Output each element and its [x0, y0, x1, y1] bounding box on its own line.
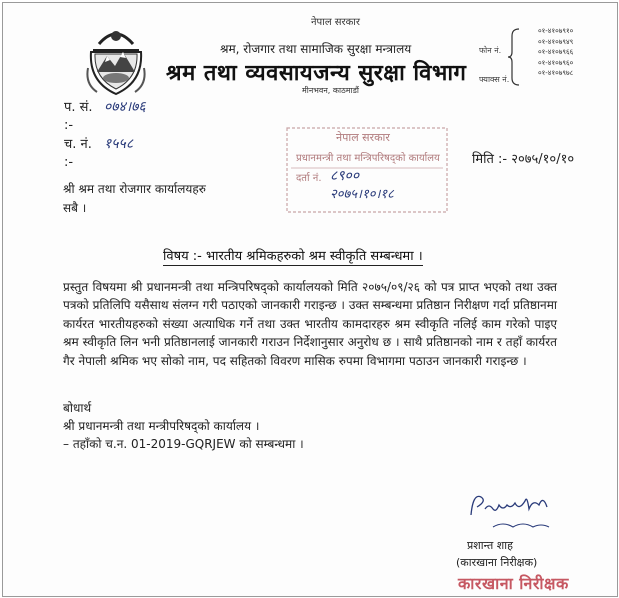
signatory-title: (कारखाना निरीक्षक): [456, 556, 538, 569]
recipient-line: सबै ।: [63, 201, 87, 215]
stamp-office-text: प्रधानमन्त्री तथा मन्त्रिपरिषद्को कार्यालय: [296, 153, 440, 164]
handwritten-signature-icon: [463, 487, 573, 535]
phone-number-list: [538, 26, 573, 79]
stamp-date: २०७५।१०।१८: [330, 187, 394, 202]
stamp-govt-text: नेपाल सरकार: [336, 131, 390, 144]
cc-heading: बोधार्थ: [63, 401, 92, 415]
reference-block: [64, 98, 146, 172]
pa-sa-label: प. सं. :-: [64, 100, 93, 133]
cc-block: [63, 399, 304, 453]
phone-number: ०१-४१०७९७८: [538, 69, 574, 77]
cha-na-label: च. नं. :-: [64, 137, 92, 170]
stamp-registration-label: दर्ता नं.: [296, 173, 322, 184]
recipient-line: श्री श्रम तथा रोजगार कार्यालयहरु: [63, 182, 206, 196]
recipient-block: [63, 180, 206, 218]
nepal-government-emblem: [85, 22, 147, 98]
signatory-name: प्रशान्त शाह: [467, 539, 513, 552]
pa-sa-row: [64, 98, 146, 135]
fax-label: फ्याक्स नं.: [479, 75, 510, 84]
curly-brace-icon: [508, 28, 520, 86]
government-heading: नेपाल सरकार: [311, 17, 360, 28]
phone-label: फोन नं.: [479, 46, 502, 55]
subject-line: विषय :- भारतीय श्रमिकहरुको श्रम स्वीकृति सम्बन्धमा ।: [163, 246, 423, 266]
phone-number: ०१-४१०७९४९: [538, 37, 574, 46]
cc-item: – तहाँको च.न. 01-2019-GQRJEW को सम्बन्धमा ।: [63, 437, 304, 451]
pa-sa-value: ०७४।७६: [104, 99, 146, 115]
stamp-registration-number: ८९००: [330, 168, 360, 184]
cha-na-value: १५५८: [104, 136, 134, 152]
department-title: श्रम तथा व्यवसायजन्य सुरक्षा विभाग: [166, 61, 467, 86]
office-stamp: कारखाना निरीक्षक: [458, 574, 569, 593]
phone-number: ०१-४१०७९६०: [538, 58, 574, 67]
cc-item: श्री प्रधानमन्त्री तथा मन्त्रीपरिषद्को कार्यालय ।: [63, 419, 260, 433]
phone-number: ०१-४१०७९१०: [538, 27, 574, 35]
ministry-name: श्रम, रोजगार तथा सामाजिक सुरक्षा मन्त्रालय: [220, 42, 412, 56]
letter-body: प्रस्तुत विषयमा श्री प्रधानमन्त्री तथा मन्त्रिपरिषद्को कार्यालयको मिति २०७५/०९/२६ को पत्र प्राप्त भएको तथा उक्त पत्रको प्रतिलिपि यसैसाथ संलग्न गरी पठाएको जानकारी गराइन्छ । उक्त सम्बन्धमा प्रतिष्ठान निरीक्षण गर्दा प्रतिष्ठानमा कार्यरत भारतीयहरुको संख्या अत्याधिक गर्ने तथा उक्त भारतीय कामदारहरु श्रम स्वीकृति नलिई काम गरेको पाइए श्रम स्वीकृति लिन भनी प्रतिष्ठानलाई जानकारी गराउन निर्देशानुसार अनुरोध छ । साथै प्रतिष्ठानको नाम र तहाँ कार्यरत गैर नेपाली श्रमिक भए सोको नाम, पद सहितको विवरण मासिक रुपमा विभागमा पठाउन जानकारी गराइन्छ ।: [63, 280, 557, 368]
cha-na-row: [64, 135, 146, 172]
phone-number: ०१-४१०७९६६: [538, 48, 574, 56]
office-address: मीनभवन, काठमाडौं: [302, 86, 359, 95]
letter-date: मिति :- २०७५/१०/१०: [472, 152, 575, 167]
